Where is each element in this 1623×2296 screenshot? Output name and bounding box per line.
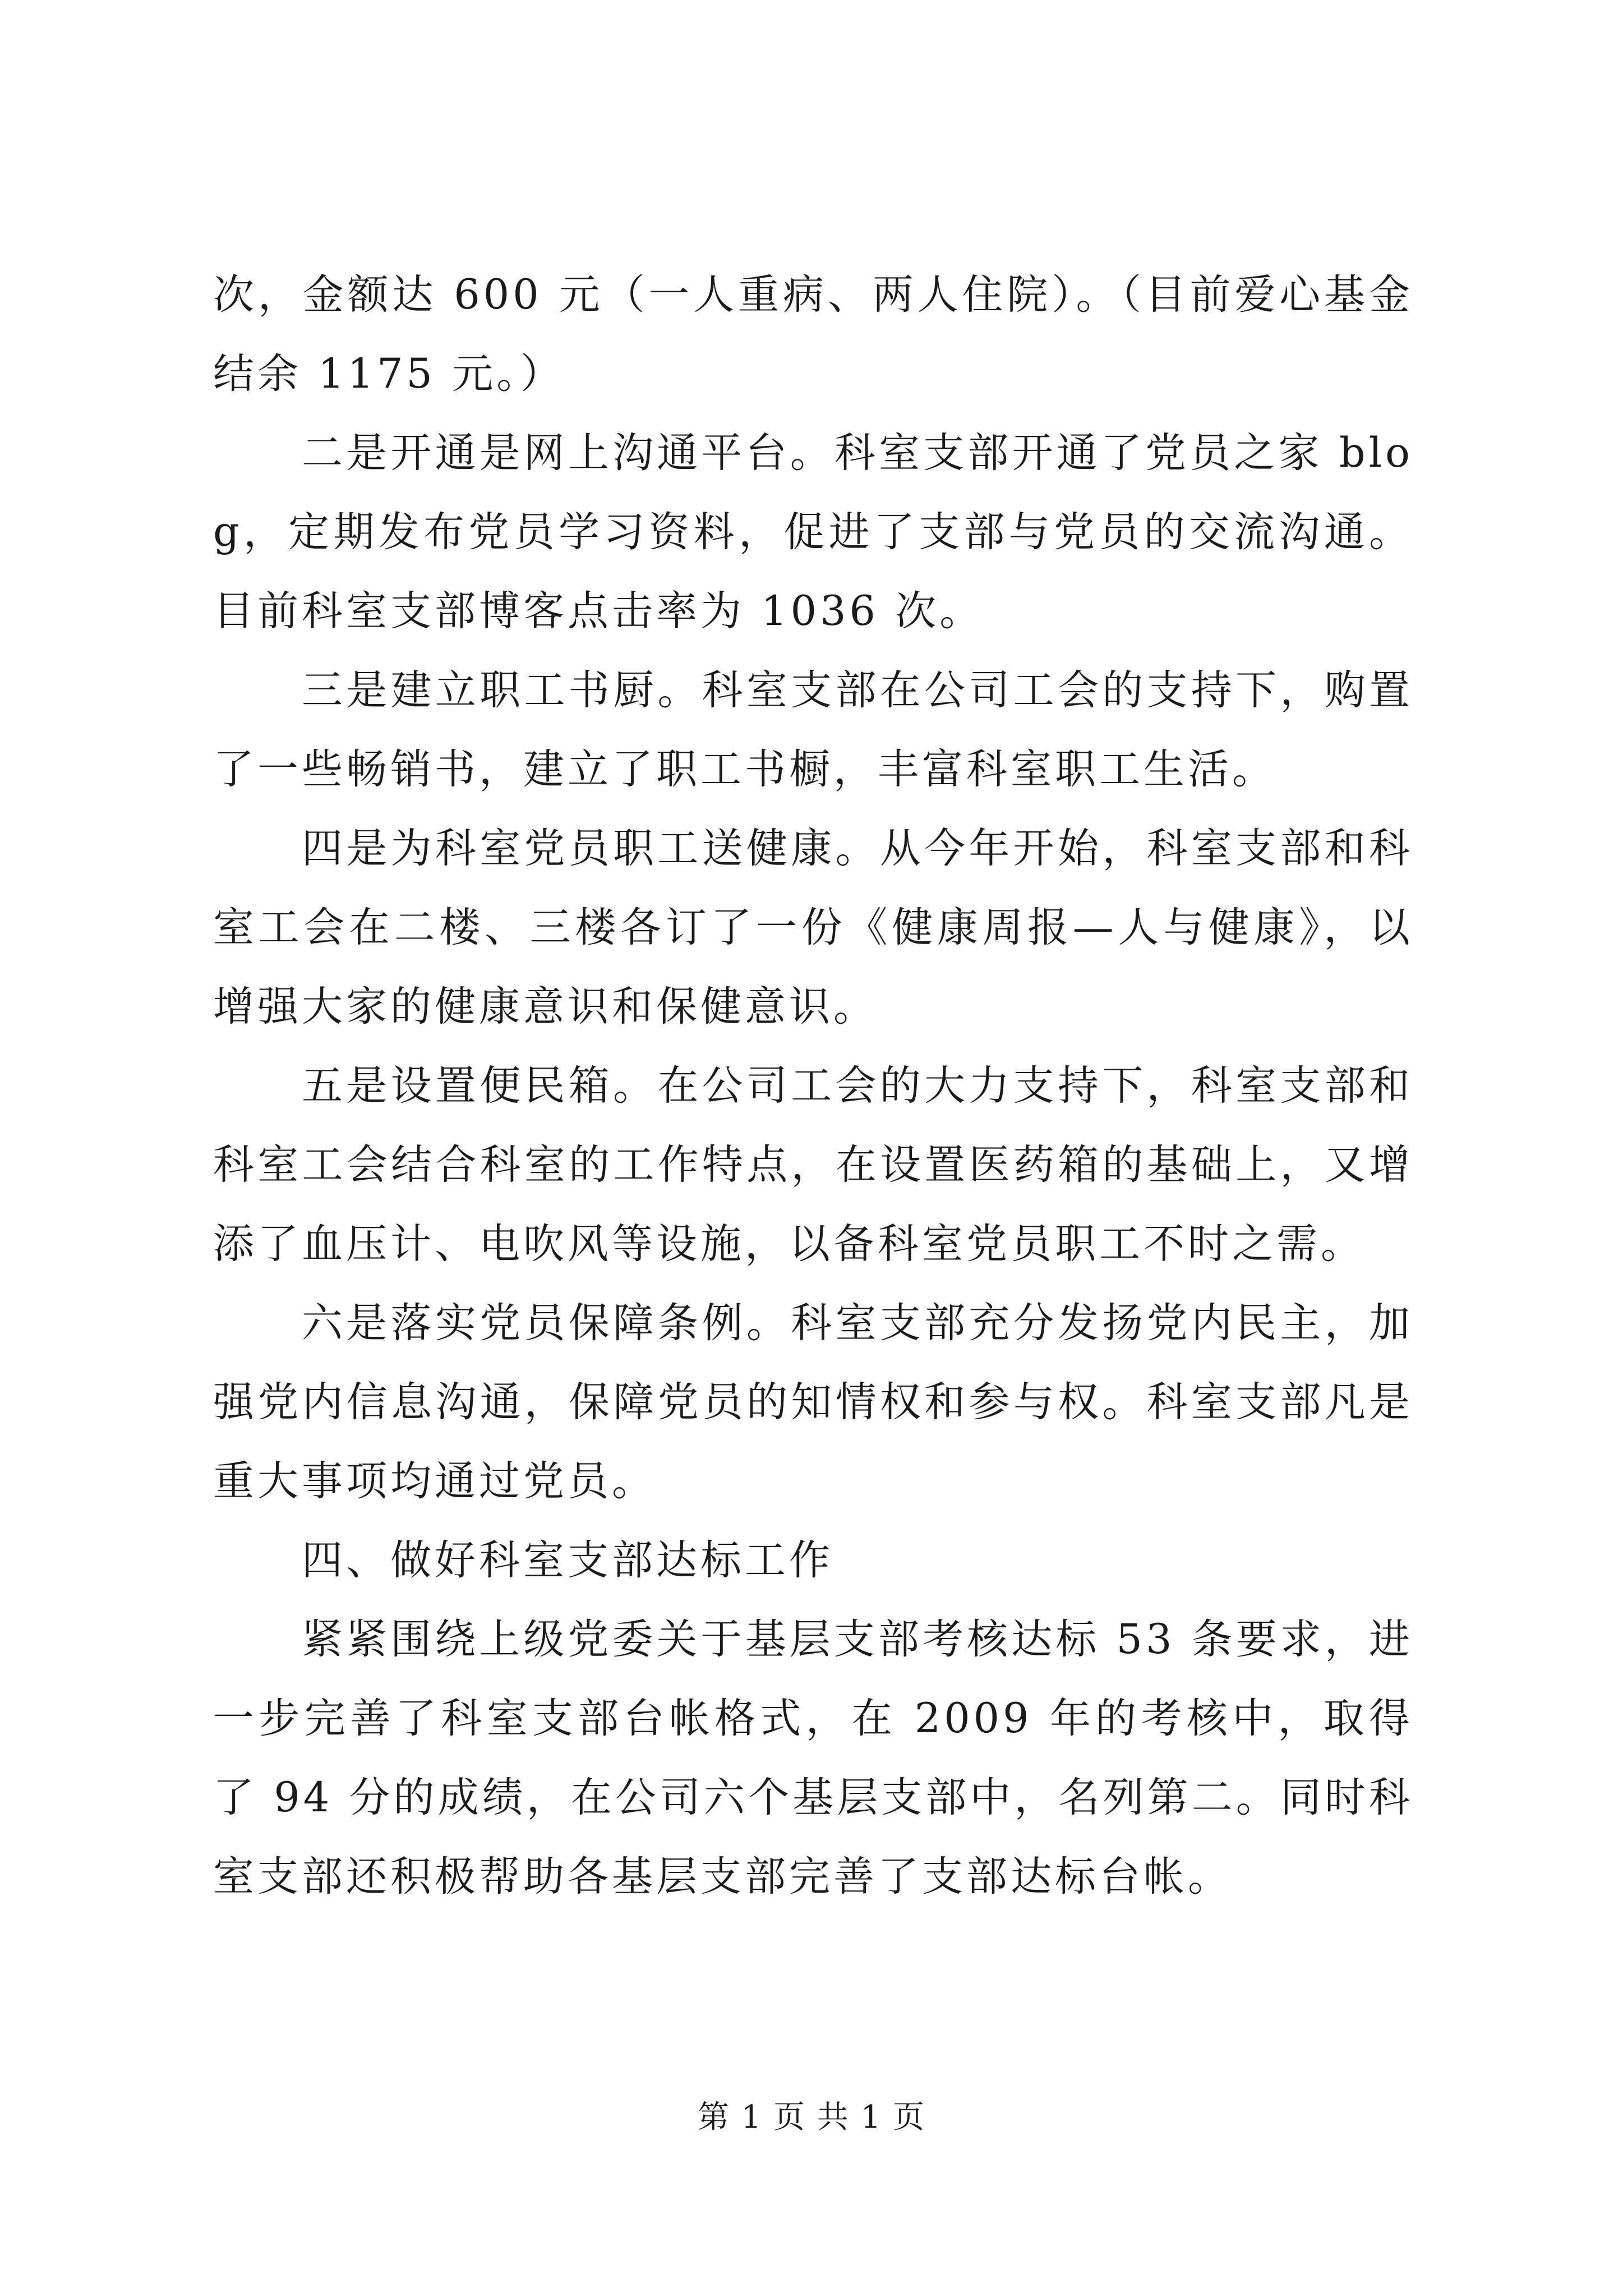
paragraph-fund-balance: 次，金额达 600 元（一人重病、两人住院）。（目前爱心基金结余 1175 元。） bbox=[213, 271, 1413, 398]
paragraph-online-platform: 二是开通是网上沟通平台。科室支部开通了党员之家 blog，定期发布党员学习资料，促进了支部与党员的交流沟通。目前科室支部博客点击率为 1036 次。 bbox=[213, 429, 1413, 635]
section-heading: 四、做好科室支部达标工作 bbox=[302, 1536, 833, 1584]
paragraph-staff-bookshelf: 三是建立职工书厨。科室支部在公司工会的支持下，购置了一些畅销书，建立了职工书橱，丰富科室职工生活。 bbox=[213, 666, 1413, 793]
document-body bbox=[213, 255, 1413, 1916]
paragraph-member-rights: 六是落实党员保障条例。科室支部充分发扬党内民主，加强党内信息沟通，保障党员的知情权和参与权。科室支部凡是重大事项均通过党员。 bbox=[213, 1299, 1413, 1505]
paragraph-assessment: 紧紧围绕上级党委关于基层支部考核达标 53 条要求，进一步完善了科室支部台帐格式，在 2009 年的考核中，取得了 94 分的成绩，在公司六个基层支部中，名列第二。同时科室支部还积极帮助各基层支部完善了支部达标台帐。 bbox=[213, 1616, 1413, 1901]
paragraph-health: 四是为科室党员职工送健康。从今年开始，科室支部和科室工会在二楼、三楼各订了一份《健康周报—人与健康》，以增强大家的健康意识和保健意识。 bbox=[213, 825, 1413, 1030]
page-footer: 第 1 页 共 1 页 bbox=[697, 2099, 926, 2136]
paragraph-convenience-box: 五是设置便民箱。在公司工会的大力支持下，科室支部和科室工会结合科室的工作特点，在设置医药箱的基础上，又增添了血压计、电吹风等设施，以备科室党员职工不时之需。 bbox=[213, 1062, 1413, 1268]
